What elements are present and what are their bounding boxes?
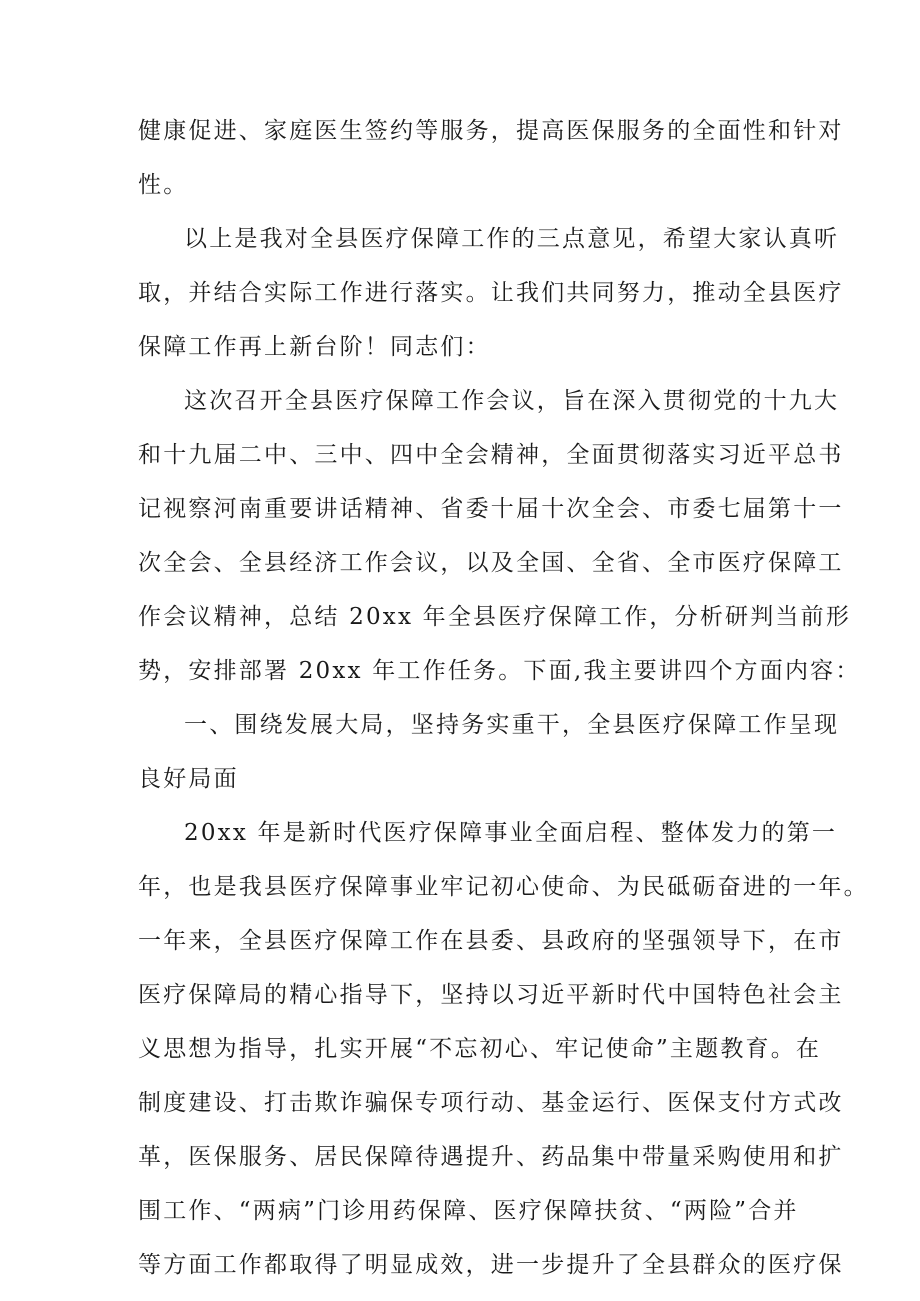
text-line: 良好局面	[138, 766, 239, 792]
text-line: 制度建设、打击欺诈骗保专项行动、基金运行、医保支付方式改	[138, 1090, 844, 1116]
text-line: 等方面工作都取得了明显成效，进一步提升了全县群众的医疗保	[138, 1252, 844, 1278]
text-line: 健康促进、家庭医生签约等服务，提高医保服务的全面性和针对	[138, 118, 844, 144]
text-line: 性。	[138, 172, 189, 198]
paragraph-first-line: 以上是我对全县医疗保障工作的三点意见，希望大家认真听	[184, 226, 840, 252]
text-line: 一年来，全县医疗保障工作在县委、县政府的坚强领导下，在市	[138, 928, 844, 954]
paragraph-first-line: 一、围绕发展大局，坚持务实重干，全县医疗保障工作呈现	[184, 712, 840, 738]
text-line: 和十九届二中、三中、四中全会精神，全面贯彻落实习近平总书	[138, 442, 844, 468]
text-line: 次全会、全县经济工作会议，以及全国、全省、全市医疗保障工	[138, 550, 844, 576]
text-line: 医疗保障局的精心指导下，坚持以习近平新时代中国特色社会主	[138, 982, 844, 1008]
text-line: 义思想为指导，扎实开展“不忘初心、牢记使命”主题教育。在	[138, 1036, 822, 1062]
text-line: 革，医保服务、居民保障待遇提升、药品集中带量采购使用和扩	[138, 1144, 844, 1170]
text-line: 围工作、“两病”门诊用药保障、医疗保障扶贫、“两险”合并	[138, 1198, 799, 1224]
paragraph-first-line: 这次召开全县医疗保障工作会议，旨在深入贯彻党的十九大	[184, 388, 840, 414]
text-line: 记视察河南重要讲话精神、省委十届十次全会、市委七届第十一	[138, 496, 844, 522]
paragraph-first-line: 20xx 年是新时代医疗保障事业全面启程、整体发力的第一	[184, 820, 838, 846]
text-line: 取，并结合实际工作进行落实。让我们共同努力，推动全县医疗	[138, 280, 844, 306]
text-line: 势，安排部署 20xx 年工作任务。下面,我主要讲四个方面内容：	[138, 658, 861, 684]
text-line: 保障工作再上新台阶！同志们：	[138, 334, 491, 360]
document-body	[138, 104, 869, 1292]
text-line: 年，也是我县医疗保障事业牢记初心使命、为民砥砺奋进的一年。	[138, 874, 869, 900]
text-line: 作会议精神，总结 20xx 年全县医疗保障工作，分析研判当前形	[138, 604, 852, 630]
